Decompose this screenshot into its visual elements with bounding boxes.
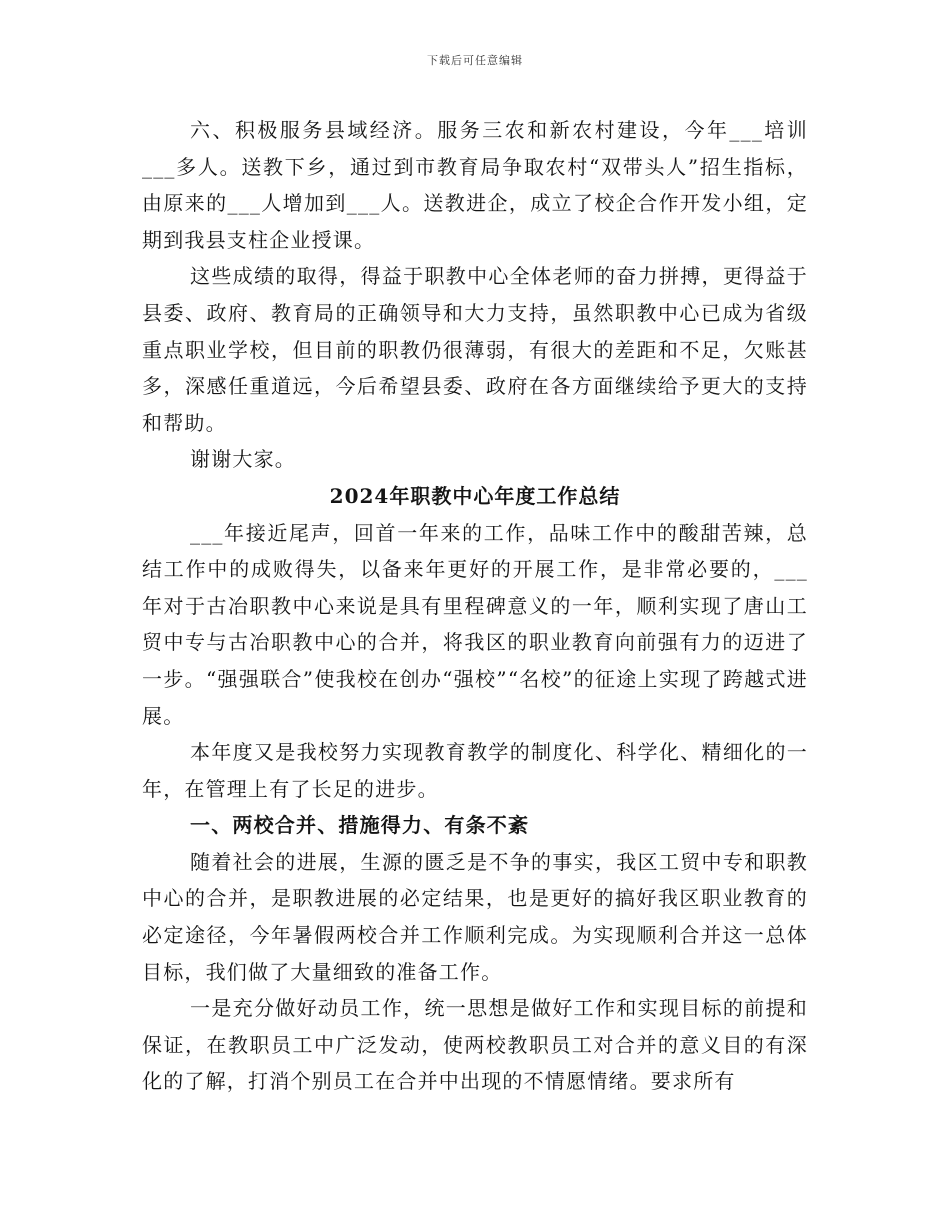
document-title: 2024年职教中心年度工作总结 xyxy=(329,483,621,508)
section-heading-school-merger: 一、两校合并、措施得力、有条不紊 xyxy=(190,813,530,838)
paragraph-management-progress: 本年度又是我校努力实现教育教学的制度化、科学化、精细化的一年，在管理上有了长足的进步。 xyxy=(142,740,808,801)
paragraph-merger-background: 随着社会的进展，生源的匮乏是不争的事实，我区工贸中专和职教中心的合并，是职教进展的必定结果，也是更好的搞好我区职业教育的必定途径，今年暑假两校合并工作顺利完成。为实现顺利合并这一总体目标，我们做了大量细致的准备工作。 xyxy=(142,849,808,984)
page-header: 下载后可任意编辑 xyxy=(427,54,523,67)
paragraph-mobilization: 一是充分做好动员工作，统一思想是做好工作和实现目标的前提和保证，在教职员工中广泛发动，使两校教职员工对合并的意义目的有深化的了解，打消个别员工在合并中出现的不情愿情绪。要求所有 xyxy=(142,996,808,1094)
paragraph-county-economy: 六、积极服务县域经济。服务三农和新农村建设，今年___培训___多人。送教下乡，通过到市教育局争取农村“双带头人”招生指标，由原来的___人增加到___人。送教进企，成立了校企合作开发小组，定期到我县支柱企业授课。 xyxy=(142,118,808,252)
document-body xyxy=(142,112,808,1100)
paragraph-year-review: ___年接近尾声，回首一年来的工作，品味工作中的酸甜苦辣，总结工作中的成败得失，以备来年更好的开展工作，是非常必要的，___年对于古冶职教中心来说是具有里程碑意义的一年，顺利实现了唐山工贸中专与古冶职教中心的合并，将我区的职业教育向前强有力的迈进了一步。“强强联合”使我校在创办“强校”“名校”的征途上实现了跨越式进展。 xyxy=(142,520,808,728)
paragraph-achievements: 这些成绩的取得，得益于职教中心全体老师的奋力拼搏，更得益于县委、政府、教育局的正确领导和大力支持，虽然职教中心已成为省级重点职业学校，但目前的职教仍很薄弱，有很大的差距和不足，欠账甚多，深感任重道远，今后希望县委、政府在各方面继续给予更大的支持和帮助。 xyxy=(142,264,808,435)
paragraph-thanks: 谢谢大家。 xyxy=(190,447,296,472)
